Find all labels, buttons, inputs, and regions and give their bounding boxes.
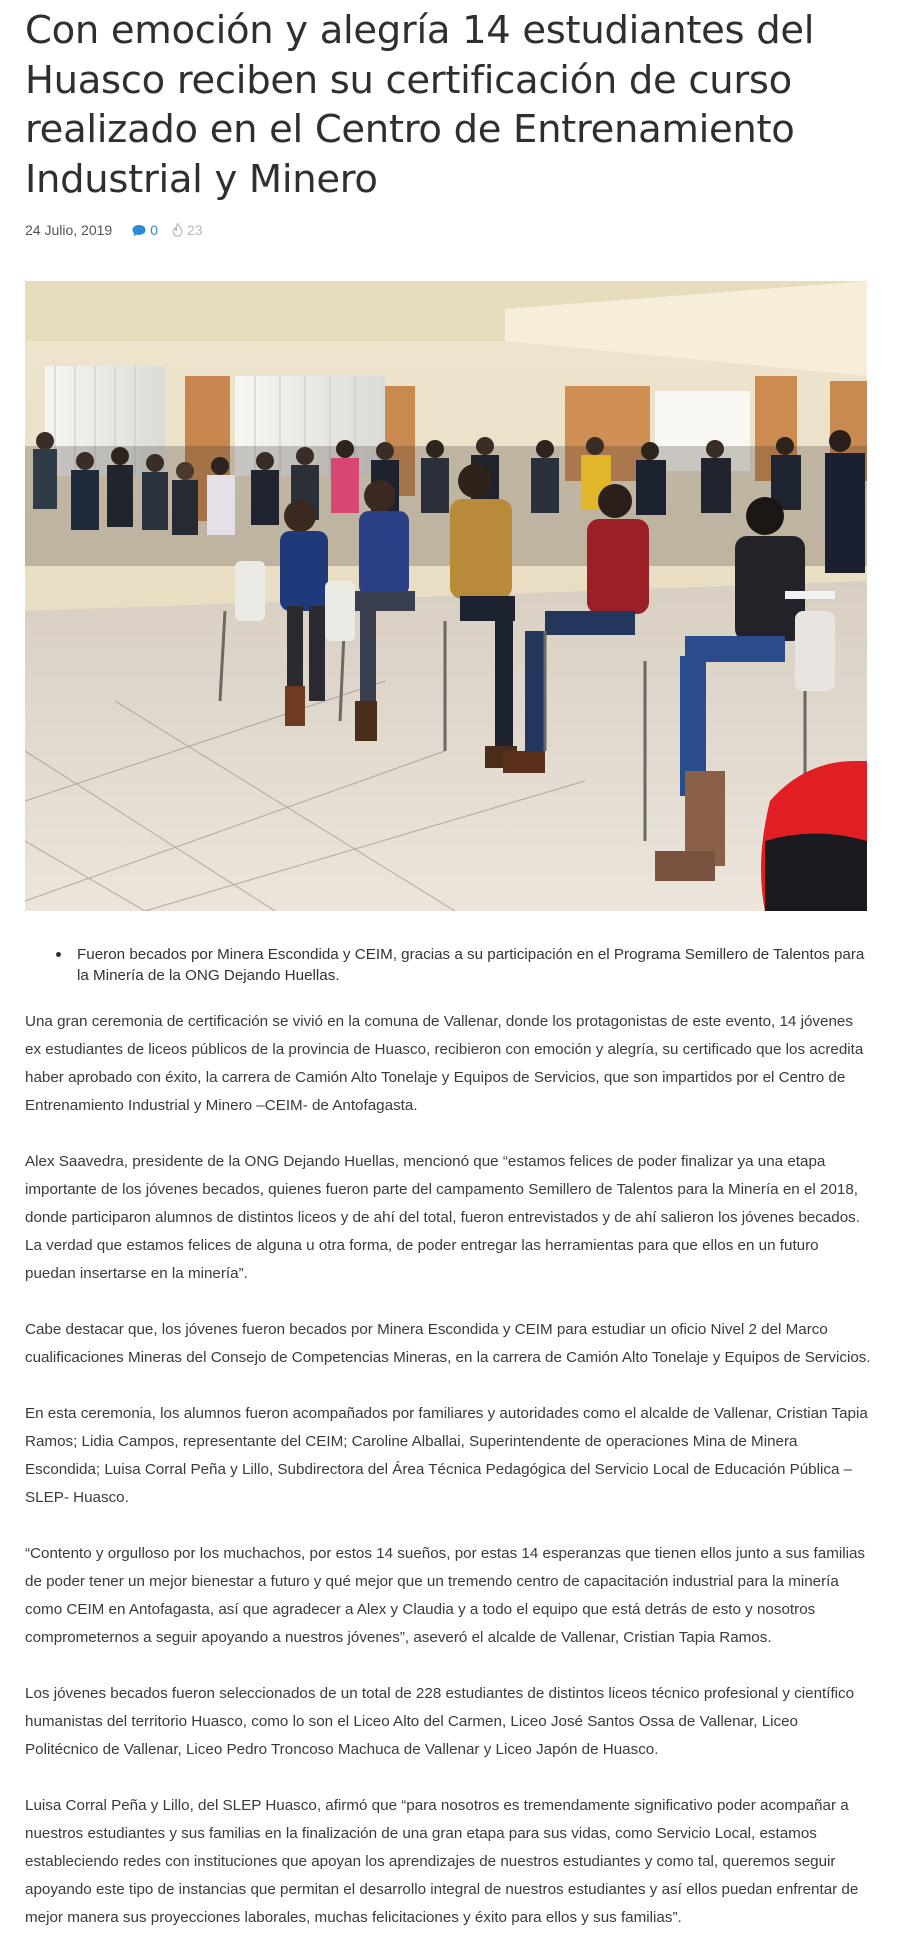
body-paragraph: “Contento y orgulloso por los muchachos, por estos 14 sueños, por estas 14 esperanzas que tienen ellos junto a sus familias de poder tener un mejor bienestar a futuro y qué mejor que un tremendo centro de capacitación industrial para la minería como CEIM en Antofagasta, así que agradecer a Alex y Claudia y a todo el equipo que está detrás de esto y nosotros comprometernos a seguir apoyando a nuestros jóvenes”, aseveró el alcalde de Vallenar, Cristian Tapia Ramos.	[25, 1545, 866, 1646]
article	[25, 0, 873, 1926]
views-count: 23	[186, 222, 203, 238]
body-paragraph: Una gran ceremonia de certificación se vivió en la comuna de Vallenar, donde los protagonistas de este evento, 14 jóvenes ex estudiantes de liceos públicos de la provincia de Huasco, recibieron con emoción y alegría, su certificado que los acredita haber aprobado con éxito, la carrera de Camión Alto Tonelaje y Equipos de Servicios, que son impartidos por el Centro de Entrenamiento Industrial y Minero –CEIM- de Antofagasta.	[25, 1013, 864, 1114]
featured-photo	[25, 281, 867, 911]
body-paragraph: En esta ceremonia, los alumnos fueron acompañados por familiares y autoridades como el alcalde de Vallenar, Cristian Tapia Ramos; Lidia Campos, representante del CEIM; Caroline Alballai, Superintendente de operaciones Mina de Minera Escondida; Luisa Corral Peña y Lillo, Subdirectora del Área Técnica Pedagógica del Servicio Local de Educación Pública –SLEP- Huasco.	[25, 1405, 868, 1506]
article-body	[25, 1008, 873, 1960]
comments-count: 0	[150, 222, 158, 238]
body-paragraph: Los jóvenes becados fueron seleccionados de un total de 228 estudiantes de distintos liceos técnico profesional y científico humanistas del territorio Huasco, como lo son el Liceo Alto del Carmen, Liceo José Santos Ossa de Vallenar, Liceo Politécnico de Vallenar, Liceo Pedro Troncoso Machuca de Vallenar y Liceo Japón de Huasco.	[25, 1685, 855, 1758]
body-paragraph: Cabe destacar que, los jóvenes fueron becados por Minera Escondida y CEIM para estudiar un oficio Nivel 2 del Marco cualificaciones Mineras del Consejo de Competencias Mineras, en la carrera de Camión Alto Tonelaje y Equipos de Servicios.	[25, 1321, 871, 1366]
views-indicator	[172, 222, 203, 238]
article-title: Con emoción y alegría 14 estudiantes del Huasco reciben su certificación de curso realizado en el Centro de Entrenamiento Industrial y Minero	[25, 8, 815, 202]
body-paragraph: Alex Saavedra, presidente de la ONG Dejando Huellas, mencionó que “estamos felices de poder finalizar ya una etapa importante de los jóvenes becados, quienes fueron parte del campamento Semillero de Talentos para la Minería en el 2018, donde participaron alumnos de distintos liceos y de ahí del total, fueron entrevistados y de ahí salieron los jóvenes becados. La verdad que estamos felices de alguna u otra forma, de poder entregar las herramientas para que ellos en un futuro puedan insertarse en la minería”.	[25, 1153, 860, 1282]
comments-link[interactable]	[132, 222, 158, 238]
list-item: Fueron becados por Minera Escondida y CEIM, gracias a su participación en el Programa Semillero de Talentos para la Minería de la ONG Dejando Huellas.	[53, 944, 873, 986]
publish-date: 24 Julio, 2019	[25, 222, 113, 238]
speech-bubble-icon	[132, 224, 146, 237]
ceremony-audience-photo	[25, 281, 867, 911]
flame-icon	[172, 223, 183, 237]
article-meta	[25, 222, 203, 238]
body-paragraph: Luisa Corral Peña y Lillo, del SLEP Huasco, afirmó que “para nosotros es tremendamente significativo poder acompañar a nuestros estudiantes y sus familias en la finalización de una gran etapa para sus vidas, como Servicio Local, estamos estableciendo redes con instituciones que apoyan los aprendizajes de nuestros estudiantes y como tal, queremos seguir apoyando este tipo de instancias que permitan el desarrollo integral de nuestros estudiantes y así ellos puedan enfrentar de mejor manera sus proyecciones laborales, muchas felicitaciones y éxito para ellos y sus familias”.	[25, 1797, 859, 1926]
highlights-list	[25, 944, 873, 986]
